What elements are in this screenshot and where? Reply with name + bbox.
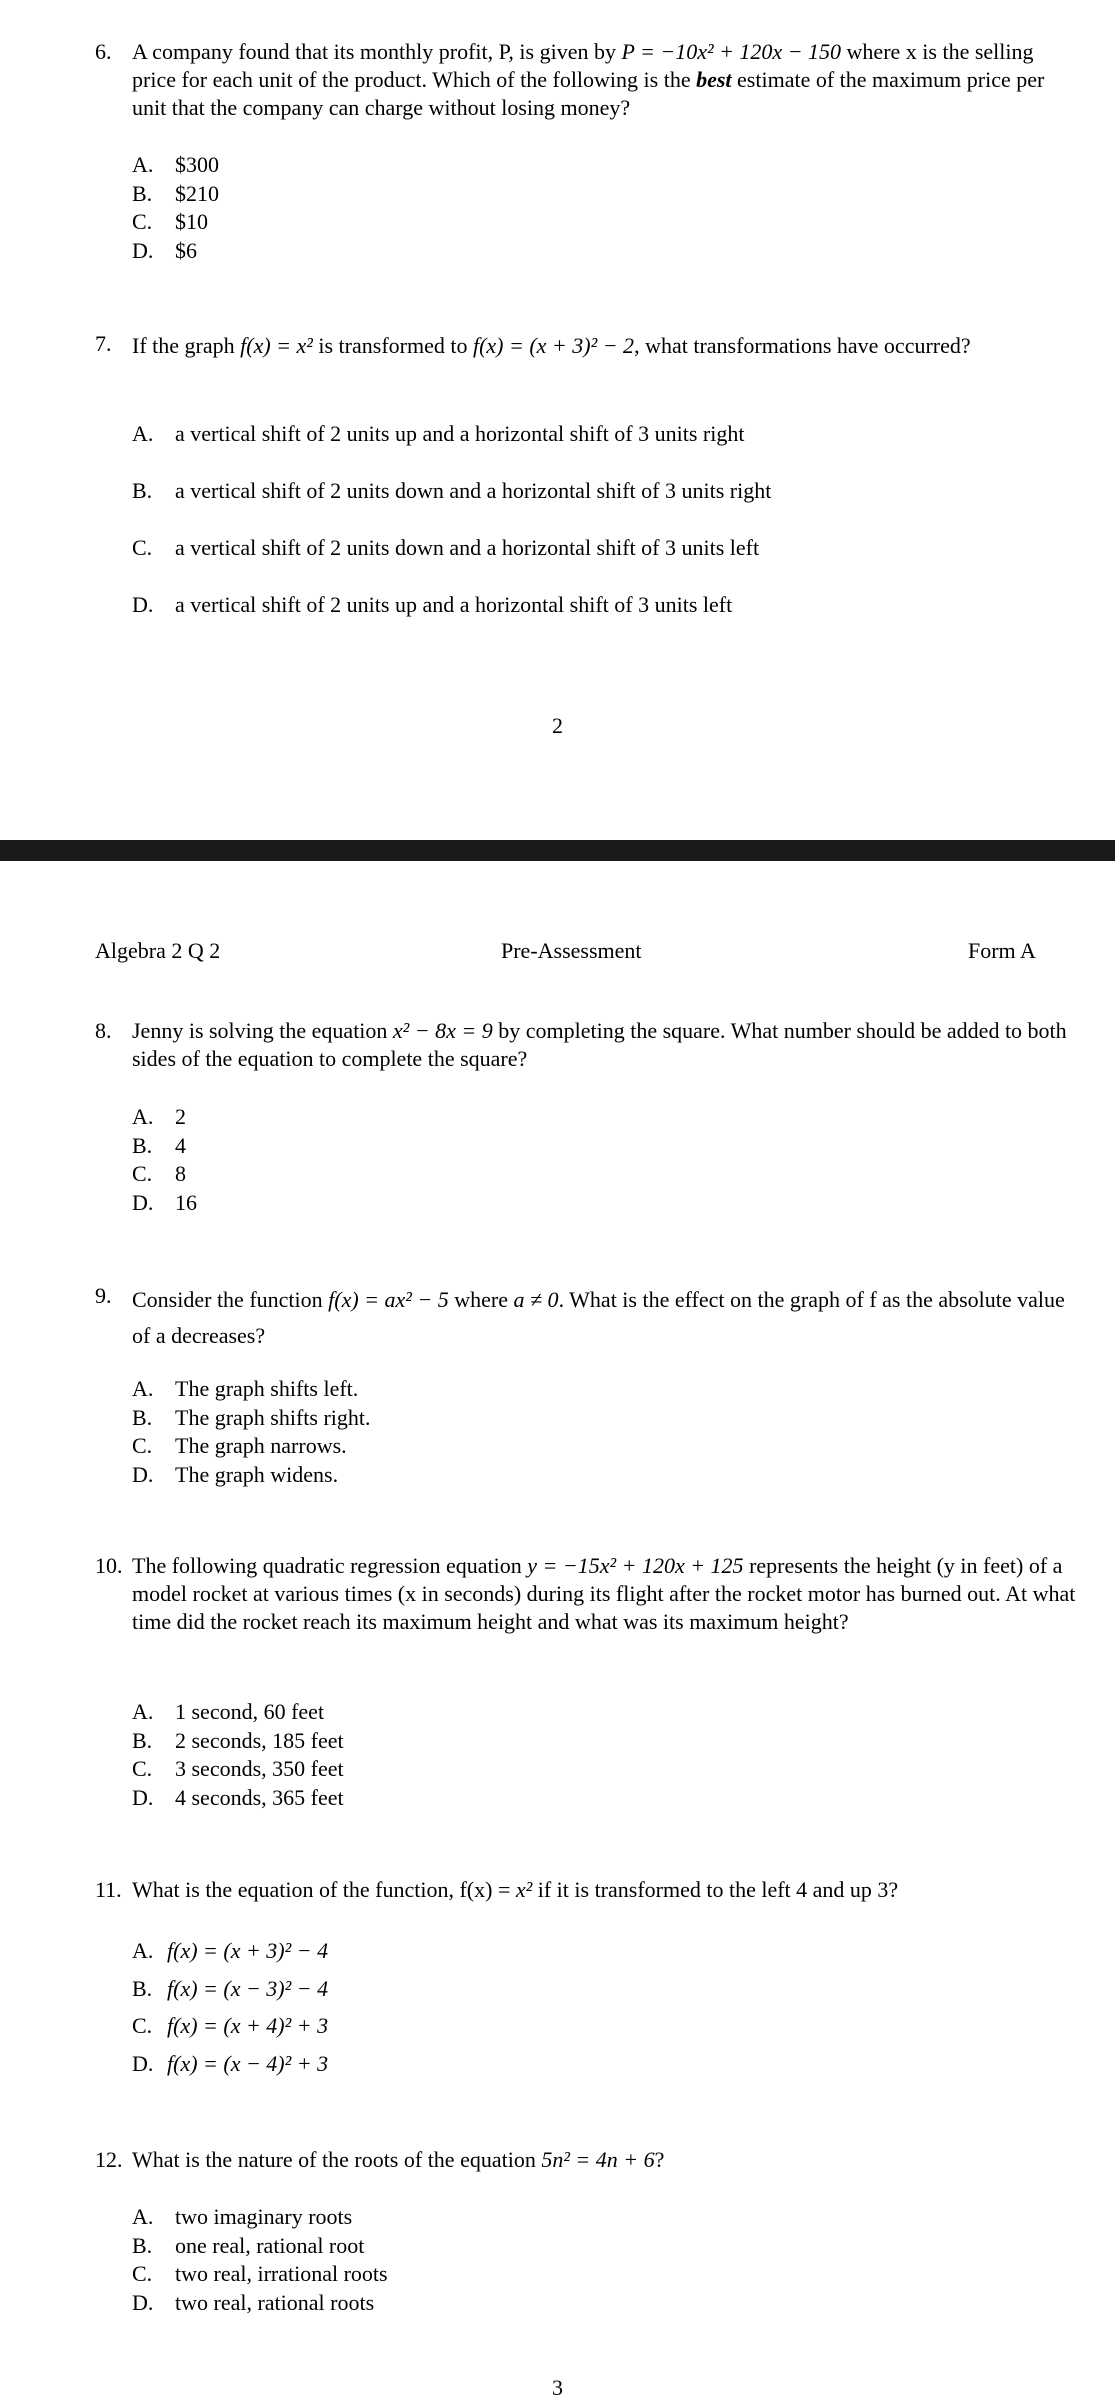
choice-b[interactable]: B. one real, rational root	[132, 2232, 365, 2258]
header-course: Algebra 2 Q 2	[95, 938, 221, 963]
question-text: What is the nature of the roots of the equation 5n² = 4n + 6?	[132, 2147, 665, 2172]
question-number: 9.	[95, 1283, 112, 1308]
choice-c[interactable]: C. 3 seconds, 350 feet	[132, 1756, 344, 1781]
choice-c[interactable]: C. f(x) = (x + 4)² + 3	[132, 2013, 329, 2038]
answer-choices	[132, 1698, 344, 1812]
choice-a[interactable]: A. 2	[132, 1104, 186, 1129]
choice-a[interactable]: A. two imaginary roots	[132, 2204, 353, 2229]
page-divider	[0, 840, 1115, 861]
choice-c[interactable]: C. two real, irrational roots	[132, 2261, 388, 2286]
page-number: 2	[552, 713, 563, 738]
choice-d[interactable]: D. 4 seconds, 365 feet	[132, 1784, 344, 1810]
answer-choices	[132, 420, 771, 648]
answer-choices	[132, 1375, 371, 1489]
original-function: f(x) = x²	[240, 333, 313, 358]
choice-c[interactable]: C. The graph narrows.	[132, 1433, 347, 1458]
question-number: 12.	[95, 2147, 123, 2172]
choice-a[interactable]: A. f(x) = (x + 3)² − 4	[132, 1938, 329, 1963]
choice-c[interactable]: C. a vertical shift of 2 units down and a horizontal shift of 3 units left	[132, 535, 760, 560]
question-number: 6.	[95, 39, 112, 64]
question-text: What is the equation of the function, f(x) = x² if it is transformed to the left 4 and up 3?	[132, 1877, 899, 1902]
choice-a[interactable]: A. 1 second, 60 feet	[132, 1699, 325, 1724]
condition: a ≠ 0	[513, 1287, 559, 1312]
question-text: Consider the function f(x) = ax² − 5 where a ≠ 0. What is the effect on the graph of f as the absolute value of a decreases?	[132, 1287, 1065, 1348]
header-form: Form A	[968, 938, 1036, 963]
question-text: The following quadratic regression equation y = −15x² + 120x + 125 represents the height (y in feet) of a model rocket at various times (x in seconds) during its flight after the rocket motor has burned out. At what time did the rocket reach its maximum height and what was its maximum height?	[132, 1553, 1076, 1634]
regression-equation: y = −15x² + 120x + 125	[527, 1553, 744, 1578]
header-title: Pre-Assessment	[501, 938, 642, 963]
roots-equation: 5n² = 4n + 6	[541, 2147, 655, 2172]
choice-d[interactable]: D. two real, rational roots	[132, 2289, 375, 2315]
choice-d[interactable]: D. $6	[132, 237, 197, 263]
equation: x² − 8x = 9	[392, 1018, 493, 1043]
answer-choices	[132, 2203, 388, 2317]
profit-equation: P = −10x² + 120x − 150	[621, 39, 842, 64]
choice-d[interactable]: D. The graph widens.	[132, 1461, 339, 1487]
question-text: If the graph f(x) = x² is transformed to f(x) = (x + 3)² − 2, what transformations have occurred?	[132, 333, 971, 358]
choice-d[interactable]: D. 16	[132, 1189, 197, 1215]
transformed-function: f(x) = (x + 3)² − 2	[472, 333, 635, 358]
choice-d[interactable]: D. f(x) = (x − 4)² + 3	[132, 2050, 329, 2076]
choice-b[interactable]: B. 2 seconds, 185 feet	[132, 1727, 344, 1753]
choice-d[interactable]: D. a vertical shift of 2 units up and a horizontal shift of 3 units left	[132, 592, 733, 617]
question-number: 10.	[95, 1553, 123, 1578]
choice-a[interactable]: A. a vertical shift of 2 units up and a horizontal shift of 3 units right	[132, 421, 745, 446]
choice-b[interactable]: B. a vertical shift of 2 units down and a horizontal shift of 3 units right	[132, 478, 772, 503]
choice-a[interactable]: A. The graph shifts left.	[132, 1376, 359, 1401]
question-number: 11.	[95, 1877, 122, 1902]
question-text: A company found that its monthly profit, P, is given by P = −10x² + 120x − 150 where x is the selling price for each unit of the product. Which of the following is the best estimate of the maximum price per unit that the company can charge without losing money?	[132, 39, 1045, 120]
answer-choices	[132, 151, 219, 265]
function-equation: f(x) = ax² − 5	[328, 1287, 449, 1312]
choice-c[interactable]: C. 8	[132, 1161, 186, 1186]
answer-choices	[132, 1937, 328, 2087]
choice-a[interactable]: A. $300	[132, 152, 219, 177]
page-number: 3	[552, 2375, 563, 2400]
choice-b[interactable]: B. $210	[132, 180, 219, 206]
question-number: 7.	[95, 331, 112, 356]
answer-choices	[132, 1103, 197, 1217]
choice-b[interactable]: B. 4	[132, 1132, 186, 1158]
question-text: Jenny is solving the equation x² − 8x = 9 by completing the square. What number should be added to both sides of the equation to complete the square?	[132, 1018, 1067, 1071]
choice-b[interactable]: B. f(x) = (x − 3)² − 4	[132, 1975, 329, 2001]
parent-function: x²	[515, 1877, 533, 1902]
choice-b[interactable]: B. The graph shifts right.	[132, 1404, 371, 1430]
choice-c[interactable]: C. $10	[132, 209, 208, 234]
question-number: 8.	[95, 1018, 112, 1043]
